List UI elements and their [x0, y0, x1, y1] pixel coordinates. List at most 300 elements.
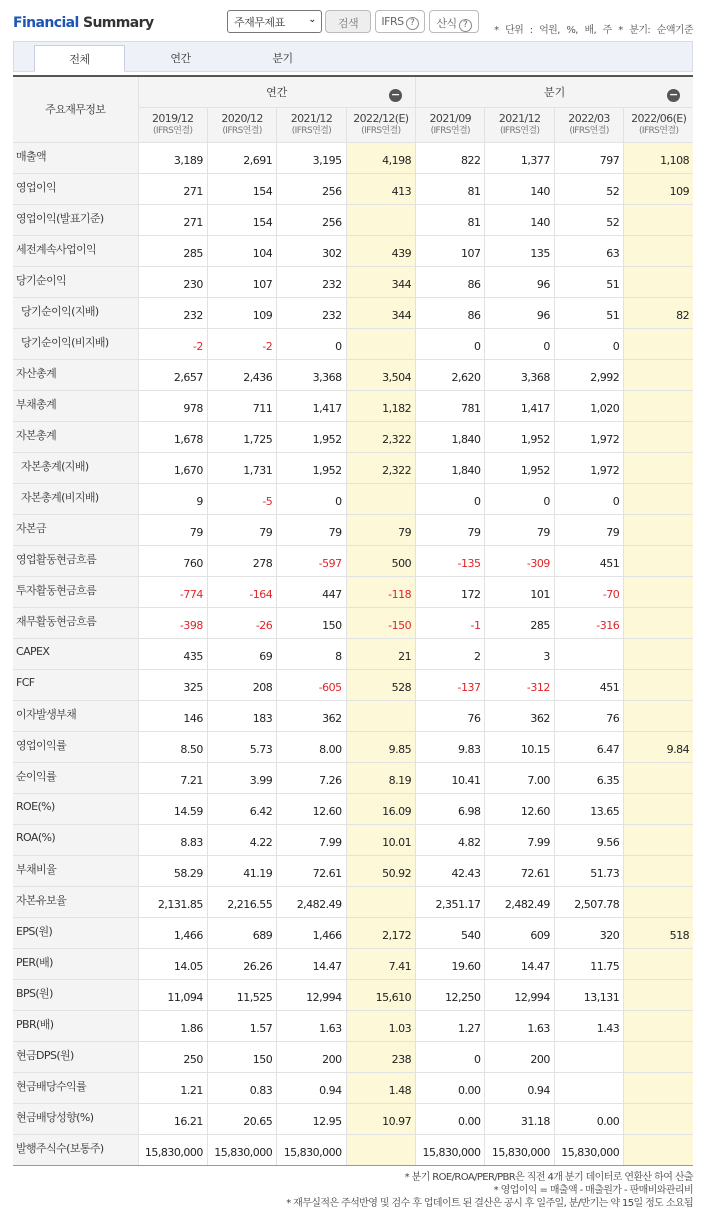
table-row — [13, 452, 693, 483]
table-cell: 79 — [207, 514, 276, 545]
row-label: 현금DPS(원) — [13, 1041, 138, 1072]
table-cell: 9 — [138, 483, 207, 514]
table-row — [13, 1072, 693, 1103]
row-label: FCF — [13, 669, 138, 700]
period-label: 2020/12 — [221, 111, 263, 125]
table-row — [13, 948, 693, 979]
table-cell — [624, 948, 693, 979]
table-cell: 1,670 — [138, 452, 207, 483]
table-cell: 6.47 — [554, 731, 623, 762]
period-label: 2021/09 — [429, 111, 472, 125]
page-title — [13, 15, 153, 31]
table-cell: 7.00 — [485, 762, 554, 793]
table-cell: 0.83 — [207, 1072, 276, 1103]
table-cell — [346, 886, 415, 917]
table-cell: 72.61 — [277, 855, 346, 886]
table-cell: 1,678 — [138, 421, 207, 452]
row-label: EPS(원) — [13, 917, 138, 948]
table-cell: 2,507.78 — [554, 886, 623, 917]
table-cell: 230 — [138, 266, 207, 297]
table-cell: 154 — [207, 204, 276, 235]
table-cell: 0.00 — [416, 1072, 485, 1103]
basis-label: (IFRS연결) — [152, 125, 193, 136]
row-label: 발행주식수(보통주) — [13, 1134, 138, 1165]
basis-label: (IFRS연결) — [569, 125, 609, 136]
table-cell — [624, 1010, 693, 1041]
table-row — [13, 514, 693, 545]
table-cell: 109 — [207, 297, 276, 328]
table-cell: 0 — [416, 483, 485, 514]
table-cell: 1,417 — [277, 390, 346, 421]
table-cell: 7.21 — [138, 762, 207, 793]
table-cell: 13,131 — [554, 979, 623, 1010]
table-cell — [346, 483, 415, 514]
basis-label: (IFRS연결) — [291, 125, 332, 136]
row-label: 매출액 — [13, 142, 138, 173]
table-cell — [624, 514, 693, 545]
table-cell — [624, 452, 693, 483]
table-cell: 1.27 — [416, 1010, 485, 1041]
basis-label: (IFRS연결) — [361, 125, 401, 136]
title-financial: Financial — [13, 15, 79, 31]
table-cell: 2 — [416, 638, 485, 669]
row-label: 당기순이익 — [13, 266, 138, 297]
table-cell: 447 — [277, 576, 346, 607]
row-label: BPS(원) — [13, 979, 138, 1010]
table-cell: 26.26 — [207, 948, 276, 979]
table-cell: 0.94 — [277, 1072, 346, 1103]
table-cell: 518 — [624, 917, 693, 948]
table-cell — [346, 204, 415, 235]
table-row — [13, 297, 693, 328]
table-cell: 1,020 — [554, 390, 623, 421]
table-cell: 2,322 — [346, 452, 415, 483]
table-cell — [624, 1103, 693, 1134]
table-cell: -1 — [416, 607, 485, 638]
table-cell: 256 — [277, 173, 346, 204]
table-cell: 344 — [346, 297, 415, 328]
statement-type-select[interactable] — [227, 10, 322, 33]
table-cell: 19.60 — [416, 948, 485, 979]
table-cell: 0 — [554, 483, 623, 514]
table-cell: 271 — [138, 204, 207, 235]
table-cell: 7.99 — [485, 824, 554, 855]
table-cell: -135 — [416, 545, 485, 576]
table-cell: 781 — [416, 390, 485, 421]
table-cell: 413 — [346, 173, 415, 204]
table-cell: 3,368 — [485, 359, 554, 390]
table-cell: 10.41 — [416, 762, 485, 793]
table-cell: 278 — [207, 545, 276, 576]
table-cell — [624, 638, 693, 669]
table-cell: 140 — [485, 204, 554, 235]
title-summary: Summary — [78, 15, 154, 31]
table-cell: 15,610 — [346, 979, 415, 1010]
table-cell: 2,482.49 — [277, 886, 346, 917]
period-label: 2022/03 — [568, 111, 610, 125]
table-cell: 250 — [138, 1041, 207, 1072]
table-cell: 15,830,000 — [277, 1134, 346, 1165]
chevron-down-icon: ⌄ — [308, 14, 316, 25]
table-cell — [624, 545, 693, 576]
table-cell: 96 — [485, 297, 554, 328]
period-label: 2022/06(E) — [631, 111, 687, 125]
table-cell: 58.29 — [138, 855, 207, 886]
table-cell: -309 — [485, 545, 554, 576]
table-cell: -605 — [277, 669, 346, 700]
period-header — [624, 107, 693, 142]
row-label: 현금배당수익률 — [13, 1072, 138, 1103]
table-cell: 82 — [624, 297, 693, 328]
table-row — [13, 886, 693, 917]
table-cell: 0.00 — [554, 1103, 623, 1134]
table-cell: 3,189 — [138, 142, 207, 173]
table-cell: 1.86 — [138, 1010, 207, 1041]
table-cell: 1.21 — [138, 1072, 207, 1103]
table-cell — [624, 390, 693, 421]
table-cell: 208 — [207, 669, 276, 700]
row-label: 자본총계 — [13, 421, 138, 452]
row-label: CAPEX — [13, 638, 138, 669]
table-row — [13, 142, 693, 173]
table-cell: 172 — [416, 576, 485, 607]
table-cell: -26 — [207, 607, 276, 638]
table-cell: 0.00 — [416, 1103, 485, 1134]
table-cell: 325 — [138, 669, 207, 700]
table-cell: 1.63 — [485, 1010, 554, 1041]
table-cell: 107 — [416, 235, 485, 266]
table-cell: 9.84 — [624, 731, 693, 762]
table-cell: 4.22 — [207, 824, 276, 855]
table-cell: 3,195 — [277, 142, 346, 173]
row-label: 세전계속사업이익 — [13, 235, 138, 266]
table-cell: 238 — [346, 1041, 415, 1072]
table-cell — [624, 607, 693, 638]
footnote: * 영업이익 = 매출액 - 매출원가 - 판매비와관리비 — [493, 1185, 693, 1196]
table-cell: 15,830,000 — [554, 1134, 623, 1165]
table-cell: 1.57 — [207, 1010, 276, 1041]
table-cell: 1,952 — [277, 421, 346, 452]
table-cell: 11,525 — [207, 979, 276, 1010]
table-cell: 2,322 — [346, 421, 415, 452]
table-cell: 51 — [554, 297, 623, 328]
period-header — [138, 107, 207, 142]
basis-label: (IFRS연결) — [638, 125, 679, 136]
collapse-annual-icon[interactable]: − — [390, 88, 401, 101]
table-row — [13, 576, 693, 607]
table-cell: -2 — [207, 328, 276, 359]
table-cell: 8.19 — [346, 762, 415, 793]
table-row — [13, 266, 693, 297]
table-cell: 146 — [138, 700, 207, 731]
table-cell — [554, 1041, 623, 1072]
row-label: PBR(배) — [13, 1010, 138, 1041]
table-cell: 1,952 — [485, 452, 554, 483]
table-cell: 20.65 — [207, 1103, 276, 1134]
table-cell: 12.60 — [277, 793, 346, 824]
table-cell: 109 — [624, 173, 693, 204]
table-cell — [624, 576, 693, 607]
table-cell: 7.41 — [346, 948, 415, 979]
select-value: 주재무제표 — [234, 16, 285, 29]
table-cell: 63 — [554, 235, 623, 266]
table-cell: 1,182 — [346, 390, 415, 421]
table-cell: 609 — [485, 917, 554, 948]
table-row — [13, 793, 693, 824]
table-cell: 0 — [416, 328, 485, 359]
table-cell: 9.56 — [554, 824, 623, 855]
table-cell — [624, 700, 693, 731]
table-cell: 1,466 — [138, 917, 207, 948]
table-cell: 2,216.55 — [207, 886, 276, 917]
formula-label: 산식 — [436, 17, 457, 30]
table-row — [13, 731, 693, 762]
table-cell: 8.50 — [138, 731, 207, 762]
table-cell: 14.47 — [485, 948, 554, 979]
table-cell: -398 — [138, 607, 207, 638]
table-cell: 7.99 — [277, 824, 346, 855]
table-cell — [624, 1072, 693, 1103]
table-cell — [624, 669, 693, 700]
table-cell: 1,952 — [485, 421, 554, 452]
table-cell: 8 — [277, 638, 346, 669]
table-cell: 15,830,000 — [416, 1134, 485, 1165]
row-label: 현금배당성향(%) — [13, 1103, 138, 1134]
table-cell: 69 — [207, 638, 276, 669]
table-cell: 12.60 — [485, 793, 554, 824]
footnote: * 분기 ROE/ROA/PER/PBR은 직전 4개 분기 데이터로 연환산 하여 산출 — [404, 1172, 693, 1183]
row-label: 자본유보율 — [13, 886, 138, 917]
table-cell: 79 — [277, 514, 346, 545]
table-cell: 1.63 — [277, 1010, 346, 1041]
table-cell: 154 — [207, 173, 276, 204]
table-cell: 500 — [346, 545, 415, 576]
table-row — [13, 545, 693, 576]
table-cell: 104 — [207, 235, 276, 266]
table-cell: -774 — [138, 576, 207, 607]
table-cell — [624, 1134, 693, 1165]
row-label: 부채비율 — [13, 855, 138, 886]
table-row — [13, 1134, 693, 1165]
table-cell: 200 — [277, 1041, 346, 1072]
table-cell — [624, 824, 693, 855]
table-cell — [624, 793, 693, 824]
table-cell: -316 — [554, 607, 623, 638]
period-header — [277, 107, 346, 142]
table-cell: 540 — [416, 917, 485, 948]
table-cell: 86 — [416, 297, 485, 328]
table-row — [13, 1010, 693, 1041]
table-cell: 1.48 — [346, 1072, 415, 1103]
basis-label: (IFRS연결) — [430, 125, 470, 136]
table-cell: 96 — [485, 266, 554, 297]
table-row — [13, 328, 693, 359]
basis-label: (IFRS연결) — [499, 125, 540, 136]
table-cell: 2,657 — [138, 359, 207, 390]
table-cell — [624, 328, 693, 359]
period-label: 2019/12 — [151, 111, 194, 125]
table-cell: 0 — [554, 328, 623, 359]
table-cell: 79 — [554, 514, 623, 545]
table-row — [13, 762, 693, 793]
table-cell: 2,691 — [207, 142, 276, 173]
table-cell — [624, 886, 693, 917]
table-cell: 52 — [554, 173, 623, 204]
table-cell: 0 — [485, 483, 554, 514]
table-cell: 978 — [138, 390, 207, 421]
table-row — [13, 979, 693, 1010]
table-cell: 107 — [207, 266, 276, 297]
table-cell: 232 — [138, 297, 207, 328]
table-cell: 528 — [346, 669, 415, 700]
quarterly-group-label: 분기 — [543, 85, 566, 99]
row-label: ROA(%) — [13, 824, 138, 855]
row-label: 자본총계(지배) — [13, 452, 138, 483]
table-cell: 256 — [277, 204, 346, 235]
table-cell: 42.43 — [416, 855, 485, 886]
table-cell: 15,830,000 — [207, 1134, 276, 1165]
label-column-header: 주요재무정보 — [13, 76, 138, 142]
table-cell: 16.09 — [346, 793, 415, 824]
table-cell — [554, 638, 623, 669]
table-cell: 51.73 — [554, 855, 623, 886]
table-cell — [624, 483, 693, 514]
table-cell: 10.97 — [346, 1103, 415, 1134]
period-header — [485, 107, 554, 142]
table-cell — [624, 855, 693, 886]
ifrs-help-button[interactable] — [375, 10, 425, 33]
table-cell — [554, 1072, 623, 1103]
table-cell: 200 — [485, 1041, 554, 1072]
table-row — [13, 917, 693, 948]
row-label: 영업이익(발표기준) — [13, 204, 138, 235]
tab-annual[interactable]: 연간 — [170, 52, 191, 65]
table-cell: 14.05 — [138, 948, 207, 979]
tab-all[interactable]: 전체 — [34, 45, 125, 72]
row-label: 재무활동현금흐름 — [13, 607, 138, 638]
table-cell: 50.92 — [346, 855, 415, 886]
period-label: 2022/12(E) — [353, 111, 409, 125]
row-label: 당기순이익(비지배) — [13, 328, 138, 359]
table-cell — [624, 204, 693, 235]
row-label: 당기순이익(지배) — [13, 297, 138, 328]
quarterly-group-header — [416, 76, 694, 107]
table-cell: 2,992 — [554, 359, 623, 390]
table-cell: 76 — [416, 700, 485, 731]
row-label: 영업이익률 — [13, 731, 138, 762]
table-cell: 81 — [416, 173, 485, 204]
table-cell: 3,368 — [277, 359, 346, 390]
row-label: 순이익률 — [13, 762, 138, 793]
table-cell: 6.98 — [416, 793, 485, 824]
table-cell: 1,840 — [416, 421, 485, 452]
table-cell: 0 — [416, 1041, 485, 1072]
table-cell: 79 — [346, 514, 415, 545]
table-cell: 0 — [277, 328, 346, 359]
row-label: 부채총계 — [13, 390, 138, 421]
table-cell: 711 — [207, 390, 276, 421]
table-cell: 302 — [277, 235, 346, 266]
table-cell: 451 — [554, 545, 623, 576]
table-cell: 10.01 — [346, 824, 415, 855]
table-cell: 183 — [207, 700, 276, 731]
table-cell: 4.82 — [416, 824, 485, 855]
table-cell: 822 — [416, 142, 485, 173]
table-cell: 101 — [485, 576, 554, 607]
table-row — [13, 390, 693, 421]
table-cell: 689 — [207, 917, 276, 948]
table-cell: 2,172 — [346, 917, 415, 948]
table-cell: 435 — [138, 638, 207, 669]
table-cell: 2,436 — [207, 359, 276, 390]
table-cell: 12,994 — [485, 979, 554, 1010]
collapse-quarterly-icon[interactable]: − — [669, 88, 679, 101]
table-cell: 1,725 — [207, 421, 276, 452]
table-cell: 2,131.85 — [138, 886, 207, 917]
table-cell: 232 — [277, 297, 346, 328]
table-cell: 3 — [485, 638, 554, 669]
table-cell: -70 — [554, 576, 623, 607]
period-tabs — [13, 41, 693, 72]
table-cell: 271 — [138, 173, 207, 204]
table-row — [13, 359, 693, 390]
unit-notes: * 단위 : 억원, %, 배, 주 * 분기: 순액기준 — [494, 25, 693, 36]
table-row — [13, 173, 693, 204]
table-cell: 13.65 — [554, 793, 623, 824]
table-cell — [624, 1041, 693, 1072]
table-cell: 3.99 — [207, 762, 276, 793]
table-cell: 362 — [277, 700, 346, 731]
table-row — [13, 824, 693, 855]
period-header — [207, 107, 276, 142]
table-cell: 1,377 — [485, 142, 554, 173]
table-row — [13, 700, 693, 731]
table-row — [13, 638, 693, 669]
table-cell: 31.18 — [485, 1103, 554, 1134]
table-cell: 12.95 — [277, 1103, 346, 1134]
table-cell: 797 — [554, 142, 623, 173]
row-label: 자본총계(비지배) — [13, 483, 138, 514]
tab-quarterly[interactable]: 분기 — [272, 52, 293, 65]
table-cell: 0.94 — [485, 1072, 554, 1103]
table-cell: -118 — [346, 576, 415, 607]
period-label: 2021/12 — [498, 111, 541, 125]
table-cell: 12,994 — [277, 979, 346, 1010]
basis-label: (IFRS연결) — [222, 125, 262, 136]
table-cell: 3,504 — [346, 359, 415, 390]
table-cell — [346, 1134, 415, 1165]
table-cell: 86 — [416, 266, 485, 297]
table-cell: 1.03 — [346, 1010, 415, 1041]
table-cell: 10.15 — [485, 731, 554, 762]
period-label: 2021/12 — [290, 111, 333, 125]
table-cell: -2 — [138, 328, 207, 359]
table-cell: 5.73 — [207, 731, 276, 762]
table-row — [13, 421, 693, 452]
table-cell: 1.43 — [554, 1010, 623, 1041]
table-cell: 1,466 — [277, 917, 346, 948]
table-cell: 439 — [346, 235, 415, 266]
table-cell: 1,972 — [554, 452, 623, 483]
table-cell: -5 — [207, 483, 276, 514]
table-cell: 16.21 — [138, 1103, 207, 1134]
search-button[interactable]: 검색 — [325, 10, 371, 33]
table-row — [13, 607, 693, 638]
financial-summary-table — [13, 75, 693, 1166]
table-cell: 11.75 — [554, 948, 623, 979]
table-cell: 79 — [485, 514, 554, 545]
formula-help-button[interactable] — [429, 10, 479, 33]
